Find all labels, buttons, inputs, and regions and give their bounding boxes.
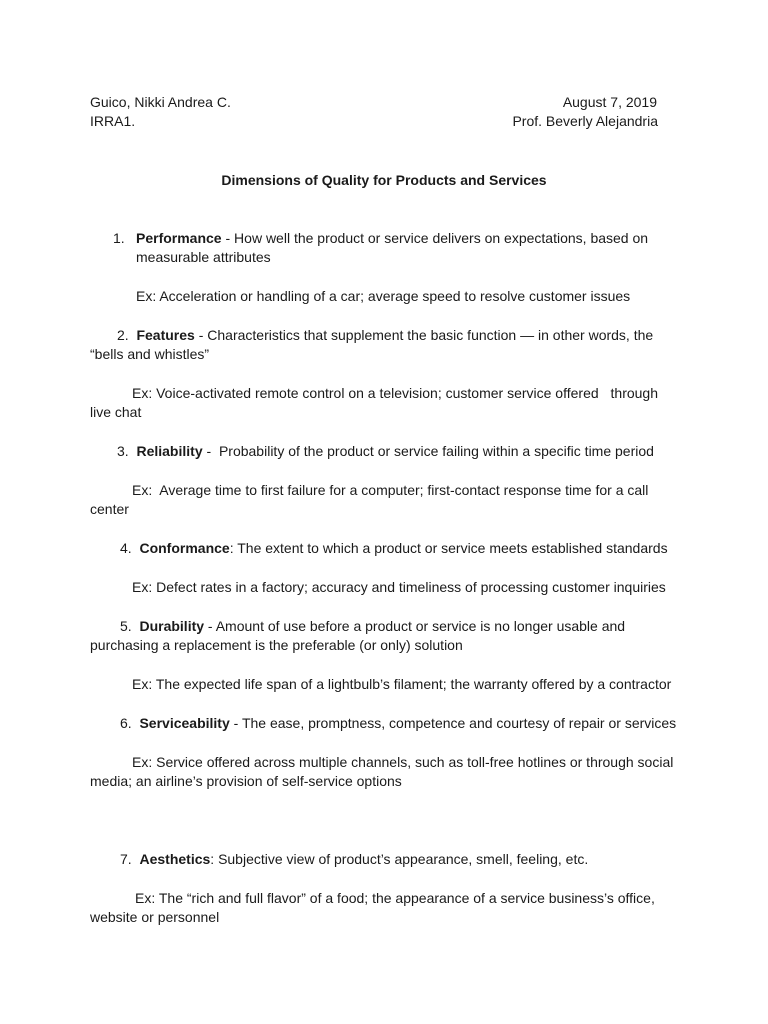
item-term: Serviceability: [139, 715, 230, 731]
item-example-cont: media; an airline’s provision of self-service options: [90, 773, 402, 789]
item-example: Ex: Acceleration or handling of a car; average speed to resolve customer issues: [136, 288, 631, 304]
item-definition: The ease, promptness, competence and courtesy of repair or services: [241, 715, 677, 731]
item-definition: Amount of use before a product or service is no longer usable and: [215, 618, 626, 634]
item-number: 5.: [120, 618, 132, 634]
item-number: 3.: [117, 443, 129, 459]
item-example: Ex: Service offered across multiple channels, such as toll-free hotlines or through social: [132, 754, 674, 770]
item-definition-cont: “bells and whistles”: [90, 346, 210, 362]
item-example: Ex: Defect rates in a factory; accuracy and timeliness of processing customer inquiries: [132, 579, 666, 595]
item-definition: Characteristics that supplement the basic function — in other words, the: [207, 327, 654, 343]
item-definition: Probability of the product or service failing within a specific time period: [218, 443, 654, 459]
item-example-tail: through: [610, 385, 658, 401]
item-example-cont: website or personnel: [90, 909, 220, 925]
item-term: Durability: [139, 618, 205, 634]
item-definition: The extent to which a product or service meets established standards: [237, 540, 668, 556]
item-example: Ex: The “rich and full flavor” of a food; the appearance of a service business’s office,: [135, 890, 655, 906]
professor-name: Prof. Beverly Alejandria: [512, 113, 658, 129]
item-example: Ex: The expected life span of a lightbulb’s filament; the warranty offered by a contractor: [132, 676, 672, 692]
item-example-cont: live chat: [90, 404, 142, 420]
item-term: Aesthetics: [139, 851, 211, 867]
item-term: Conformance: [139, 540, 230, 556]
item-definition: How well the product or service delivers on expectations, based on: [234, 230, 649, 246]
item-definition: Subjective view of product’s appearance, smell, feeling, etc.: [218, 851, 589, 867]
item-number: 7.: [120, 851, 132, 867]
item-term: Reliability: [136, 443, 203, 459]
item-number: 4.: [120, 540, 132, 556]
item-term: Performance: [136, 230, 222, 246]
document-title: Dimensions of Quality for Products and Services: [221, 172, 547, 188]
item-example: Ex: Voice-activated remote control on a television; customer service offered: [132, 385, 599, 401]
item-example: Ex: Average time to first failure for a computer; first-contact response time for a call: [132, 482, 649, 498]
item-definition-cont: measurable attributes: [136, 249, 271, 265]
item-definition-cont: purchasing a replacement is the preferable (or only) solution: [90, 637, 463, 653]
item-number: 1.: [113, 230, 125, 246]
item-example-cont: center: [90, 501, 129, 517]
item-number: 6.: [120, 715, 132, 731]
document-date: August 7, 2019: [562, 94, 657, 110]
course-code: IRRA1.: [90, 113, 136, 129]
item-term: Features: [136, 327, 195, 343]
item-number: 2.: [117, 327, 129, 343]
student-name: Guico, Nikki Andrea C.: [90, 94, 231, 110]
